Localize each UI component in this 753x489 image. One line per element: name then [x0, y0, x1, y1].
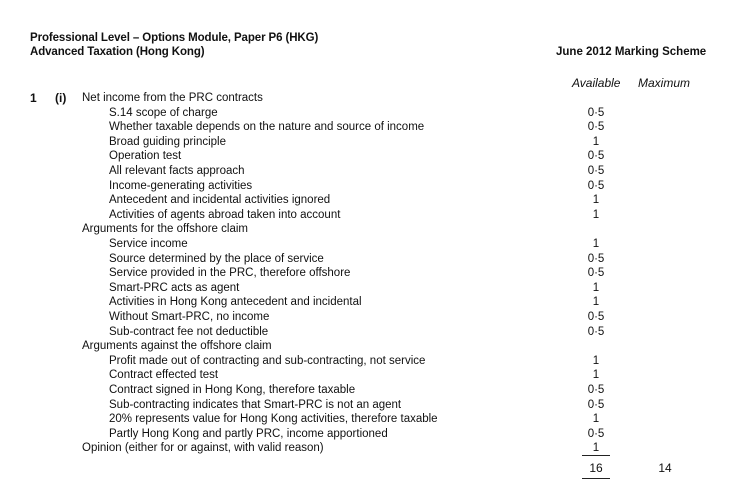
- row-mark: 0·5: [587, 150, 605, 163]
- row-description: Source determined by the place of service: [109, 252, 324, 265]
- scheme-row: [0, 193, 753, 208]
- row-description: Broad guiding principle: [109, 135, 226, 148]
- row-mark: 0·5: [587, 252, 605, 265]
- scheme-row: [0, 252, 753, 267]
- scheme-row: [0, 398, 753, 413]
- scheme-row: [0, 149, 753, 164]
- row-mark: 0·5: [587, 106, 605, 119]
- question-number: 1: [30, 91, 37, 105]
- scheme-row: [0, 441, 753, 456]
- scheme-row: [0, 368, 753, 383]
- row-mark: 0·5: [587, 165, 605, 177]
- row-mark: 1: [592, 369, 600, 382]
- row-description: Service provided in the PRC, therefore offshore: [109, 267, 351, 280]
- subtotal-rule: [582, 455, 610, 456]
- row-description: Contract effected test: [109, 369, 219, 382]
- scheme-row: [0, 91, 753, 106]
- row-description: Without Smart-PRC, no income: [109, 311, 270, 323]
- row-description: All relevant facts approach: [109, 165, 245, 177]
- row-mark: 0·5: [587, 427, 605, 440]
- row-description: Sub-contracting indicates that Smart-PRC is not an agent: [109, 398, 402, 411]
- total-available: 16: [589, 461, 603, 475]
- row-description: Arguments for the offshore claim: [82, 223, 248, 236]
- maximum-column-header: Maximum: [638, 76, 691, 90]
- scheme-row: [0, 427, 753, 442]
- row-mark: 1: [592, 296, 600, 309]
- scheme-row: [0, 354, 753, 369]
- row-description: Smart-PRC acts as agent: [109, 281, 240, 294]
- scheme-row: [0, 295, 753, 310]
- row-description: Whether taxable depends on the nature and source of income: [109, 121, 425, 134]
- row-description: Profit made out of contracting and sub-contracting, not service: [109, 354, 426, 367]
- scheme-row: [0, 281, 753, 296]
- row-mark: 0·5: [587, 311, 605, 323]
- row-mark: 0·5: [587, 179, 605, 192]
- row-mark: 0·5: [587, 398, 605, 411]
- scheme-row: [0, 106, 753, 121]
- row-description: Operation test: [109, 150, 182, 163]
- row-mark: 1: [592, 281, 600, 294]
- scheme-row: [0, 222, 753, 237]
- scheme-row: [0, 383, 753, 398]
- row-mark: 1: [592, 442, 600, 455]
- row-description: Partly Hong Kong and partly PRC, income apportioned: [109, 427, 388, 440]
- row-mark: 1: [592, 194, 600, 207]
- row-mark: 1: [592, 413, 600, 426]
- scheme-row: [0, 164, 753, 179]
- scheme-row: [0, 135, 753, 150]
- scheme-row: [0, 310, 753, 325]
- row-description: Contract signed in Hong Kong, therefore taxable: [109, 384, 356, 396]
- row-description: Arguments against the offshore claim: [82, 340, 272, 353]
- row-mark: 0·5: [587, 267, 605, 280]
- row-mark: 0·5: [587, 384, 605, 396]
- row-description: Sub-contract fee not deductible: [109, 325, 269, 338]
- paper-title: Professional Level – Options Module, Paper P6 (HKG): [30, 32, 319, 44]
- scheme-row: [0, 208, 753, 223]
- scheme-row: [0, 120, 753, 135]
- row-description: Income-generating activities: [109, 179, 253, 192]
- question-part: (i): [55, 91, 67, 105]
- available-column-header: Available: [572, 76, 621, 90]
- row-mark: 1: [592, 208, 600, 221]
- scheme-row: [0, 179, 753, 194]
- scheme-row: [0, 325, 753, 340]
- paper-subtitle: Advanced Taxation (Hong Kong): [30, 46, 205, 58]
- row-mark: 0·5: [587, 121, 605, 134]
- total-maximum: 14: [658, 461, 672, 475]
- row-description: Activities in Hong Kong antecedent and incidental: [109, 296, 362, 309]
- scheme-row: [0, 237, 753, 252]
- row-description: Net income from the PRC contracts: [82, 92, 263, 104]
- row-description: 20% represents value for Hong Kong activities, therefore taxable: [109, 413, 438, 426]
- row-description: S.14 scope of charge: [109, 106, 218, 119]
- scheme-row: [0, 412, 753, 427]
- row-description: Opinion (either for or against, with valid reason): [82, 442, 324, 455]
- scheme-row: [0, 339, 753, 354]
- row-mark: 1: [592, 135, 600, 148]
- marking-scheme-title: June 2012 Marking Scheme: [556, 46, 707, 58]
- row-mark: 1: [592, 354, 600, 367]
- total-underline: [582, 478, 610, 479]
- row-description: Service income: [109, 238, 188, 250]
- row-mark: 1: [592, 238, 600, 250]
- scheme-row: [0, 266, 753, 281]
- row-description: Antecedent and incidental activities ignored: [109, 194, 331, 207]
- row-mark: 0·5: [587, 325, 605, 338]
- row-description: Activities of agents abroad taken into account: [109, 208, 341, 221]
